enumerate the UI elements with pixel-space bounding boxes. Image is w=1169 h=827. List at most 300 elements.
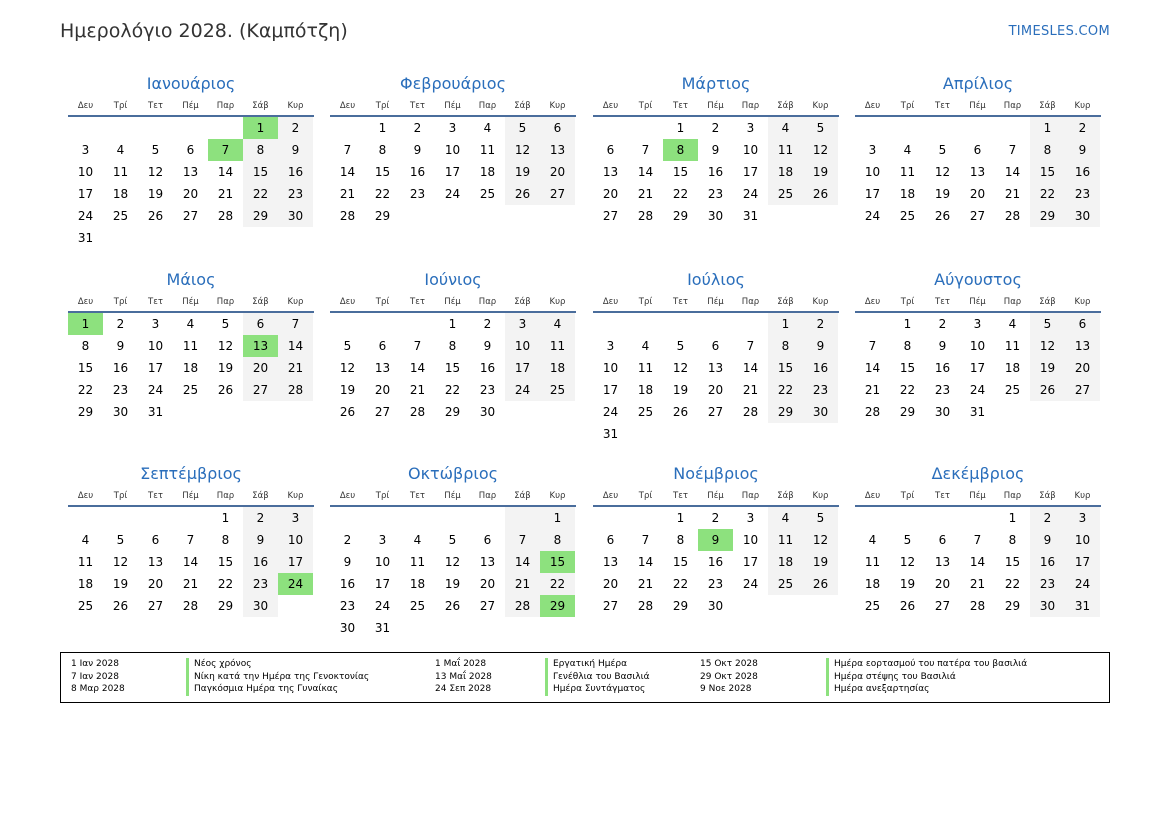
empty-cell [330, 507, 365, 529]
day-cell: 23 [112, 383, 129, 397]
day-cell: 22 [540, 573, 575, 595]
empty-cell [663, 313, 698, 335]
month-calendar [855, 73, 1101, 227]
month-name: Αύγουστος [934, 270, 1022, 289]
weekday-header [593, 291, 839, 313]
day-cell: 22 [374, 187, 391, 201]
weekday-label: Δευ [77, 101, 94, 111]
day-cell: 9 [698, 529, 733, 551]
weekday-label: Σάβ [252, 297, 269, 307]
weekday-label: Κυρ [549, 101, 566, 111]
day-cell: 13 [602, 165, 619, 179]
day-cell: 6 [540, 117, 575, 139]
empty-cell [173, 507, 208, 529]
day-cell: 25 [1004, 383, 1021, 397]
day-cell: 29 [672, 599, 689, 613]
day-cell: 23 [707, 187, 724, 201]
day-cell: 25 [637, 405, 654, 419]
weekday-label: Τρί [900, 101, 915, 111]
day-cell: 2 [938, 317, 947, 331]
day-cell: 1 [903, 317, 912, 331]
empty-cell [733, 313, 768, 335]
holiday-column-1 [71, 658, 369, 696]
day-cell: 3 [378, 533, 387, 547]
weekday-label: Σάβ [777, 491, 794, 501]
day-cell: 12 [899, 555, 916, 569]
day-cell: 23 [803, 379, 838, 401]
day-cell: 18 [112, 187, 129, 201]
day-cell: 24 [742, 187, 759, 201]
day-cell: 3 [868, 143, 877, 157]
day-cell: 10 [742, 533, 759, 547]
day-cell: 11 [864, 555, 881, 569]
day-cell: 26 [112, 599, 129, 613]
day-cell: 14 [217, 165, 234, 179]
day-cell: 17 [969, 361, 986, 375]
day-cell: 7 [1008, 143, 1017, 157]
holiday-row [71, 658, 369, 671]
month-name: Απρίλιος [942, 74, 1014, 93]
day-cell: 29 [77, 405, 94, 419]
day-cell: 1 [1030, 117, 1065, 139]
day-cell: 25 [864, 599, 881, 613]
day-cell: 9 [278, 139, 313, 161]
empty-cell [435, 617, 470, 639]
empty-cell [68, 117, 103, 139]
weekday-label: Τετ [673, 297, 688, 307]
day-cell: 26 [803, 573, 838, 595]
day-cell: 19 [112, 577, 129, 591]
day-grid [593, 507, 839, 617]
empty-cell [803, 595, 838, 617]
weekday-label: Δευ [77, 491, 94, 501]
holiday-name: Ημέρα Συντάγματος [545, 683, 645, 696]
day-cell: 12 [147, 165, 164, 179]
month-calendar [68, 463, 314, 617]
day-cell: 12 [505, 139, 540, 161]
day-cell: 19 [217, 361, 234, 375]
day-cell: 24 [444, 187, 461, 201]
holiday-date: 8 Μαρ 2028 [71, 684, 125, 694]
day-cell: 8 [663, 139, 698, 161]
empty-cell [593, 117, 628, 139]
day-cell: 25 [768, 183, 803, 205]
day-cell: 29 [1030, 205, 1065, 227]
weekday-label: Δευ [339, 491, 356, 501]
day-cell: 14 [1004, 165, 1021, 179]
day-cell: 18 [540, 357, 575, 379]
day-cell: 10 [742, 143, 759, 157]
weekday-label: Τετ [673, 491, 688, 501]
month-calendar [330, 463, 576, 639]
empty-cell [138, 117, 173, 139]
day-cell: 15 [1030, 161, 1065, 183]
holiday-name: Γενέθλια του Βασιλιά [545, 671, 650, 684]
day-cell: 13 [147, 555, 164, 569]
weekday-label: Κυρ [812, 101, 829, 111]
day-cell: 11 [409, 555, 426, 569]
day-cell: 25 [540, 379, 575, 401]
day-cell: 26 [505, 183, 540, 205]
holiday-date: 7 Ιαν 2028 [71, 671, 119, 682]
empty-cell [803, 423, 838, 445]
day-cell: 23 [1065, 183, 1100, 205]
day-cell: 19 [505, 161, 540, 183]
day-cell: 12 [803, 139, 838, 161]
weekday-label: Κυρ [287, 101, 304, 111]
weekday-label: Τρί [375, 297, 390, 307]
empty-cell [400, 617, 435, 639]
empty-cell [435, 205, 470, 227]
day-cell: 31 [602, 427, 619, 441]
day-cell: 8 [768, 335, 803, 357]
day-cell: 13 [374, 361, 391, 375]
day-cell: 30 [1030, 595, 1065, 617]
day-cell: 15 [672, 165, 689, 179]
day-cell: 10 [1065, 529, 1100, 551]
holiday-column-2 [435, 658, 650, 696]
day-cell: 29 [540, 595, 575, 617]
weekday-label: Παρ [1003, 491, 1022, 501]
weekday-label: Τρί [900, 491, 915, 501]
day-cell: 12 [217, 339, 234, 353]
weekday-label: Πέμ [707, 491, 724, 501]
holiday-date: 9 Νοε 2028 [700, 684, 752, 694]
day-cell: 26 [934, 209, 951, 223]
day-cell: 14 [278, 335, 313, 357]
holiday-row [700, 658, 1027, 671]
day-cell: 22 [672, 187, 689, 201]
day-cell: 7 [868, 339, 877, 353]
day-cell: 1 [221, 511, 230, 525]
month-calendar [593, 73, 839, 227]
empty-cell [400, 205, 435, 227]
day-cell: 16 [339, 577, 356, 591]
holiday-row [71, 671, 369, 684]
holiday-legend [60, 652, 1110, 703]
day-cell: 21 [278, 357, 313, 379]
day-cell: 21 [217, 187, 234, 201]
day-cell: 9 [1030, 529, 1065, 551]
day-cell: 30 [479, 405, 496, 419]
weekday-label: Δευ [864, 297, 881, 307]
weekday-header [68, 291, 314, 313]
day-cell: 21 [505, 573, 540, 595]
empty-cell [855, 507, 890, 529]
day-cell: 14 [637, 555, 654, 569]
day-cell: 15 [374, 165, 391, 179]
day-cell: 16 [803, 357, 838, 379]
month-name: Μάιος [166, 270, 216, 289]
weekday-label: Παρ [478, 297, 497, 307]
day-cell: 13 [1065, 335, 1100, 357]
weekday-label: Τρί [113, 491, 128, 501]
day-cell: 12 [1030, 335, 1065, 357]
day-cell: 20 [602, 187, 619, 201]
day-cell: 6 [606, 143, 615, 157]
empty-cell [925, 507, 960, 529]
day-cell: 20 [243, 357, 278, 379]
day-cell: 26 [339, 405, 356, 419]
weekday-header [593, 485, 839, 507]
day-cell: 1 [676, 511, 685, 525]
weekday-label: Παρ [478, 101, 497, 111]
day-cell: 12 [444, 555, 461, 569]
day-cell: 30 [243, 595, 278, 617]
day-cell: 15 [899, 361, 916, 375]
day-cell: 8 [1008, 533, 1017, 547]
day-cell: 8 [81, 339, 90, 353]
day-cell: 5 [343, 339, 352, 353]
day-cell: 27 [374, 405, 391, 419]
day-cell: 20 [374, 383, 391, 397]
empty-cell [173, 227, 208, 249]
weekday-label: Κυρ [1074, 297, 1091, 307]
day-cell: 29 [374, 209, 391, 223]
weekday-label: Σάβ [514, 101, 531, 111]
day-cell: 4 [186, 317, 195, 331]
empty-cell [435, 507, 470, 529]
holiday-row [435, 671, 650, 684]
day-cell: 2 [413, 121, 422, 135]
day-cell: 13 [182, 165, 199, 179]
empty-cell [628, 117, 663, 139]
day-cell: 16 [409, 165, 426, 179]
day-cell: 19 [934, 187, 951, 201]
day-cell: 11 [182, 339, 199, 353]
day-cell: 15 [768, 357, 803, 379]
day-cell: 14 [969, 555, 986, 569]
day-cell: 2 [483, 317, 492, 331]
empty-cell [173, 401, 208, 423]
empty-cell [103, 117, 138, 139]
day-cell: 18 [637, 383, 654, 397]
day-grid [330, 507, 576, 639]
day-cell: 7 [413, 339, 422, 353]
weekday-label: Σάβ [514, 297, 531, 307]
day-cell: 29 [217, 599, 234, 613]
day-cell: 18 [768, 551, 803, 573]
day-cell: 27 [147, 599, 164, 613]
day-cell: 31 [742, 209, 759, 223]
day-cell: 14 [182, 555, 199, 569]
day-cell: 2 [803, 313, 838, 335]
day-cell: 9 [483, 339, 492, 353]
day-cell: 8 [221, 533, 230, 547]
day-cell: 22 [899, 383, 916, 397]
day-cell: 14 [339, 165, 356, 179]
weekday-label: Πέμ [444, 491, 461, 501]
day-cell: 5 [151, 143, 160, 157]
holiday-row [435, 658, 650, 671]
empty-cell [103, 507, 138, 529]
weekday-label: Σάβ [252, 101, 269, 111]
day-cell: 21 [409, 383, 426, 397]
day-cell: 12 [339, 361, 356, 375]
day-cell: 22 [217, 577, 234, 591]
month-name: Μάρτιος [681, 74, 751, 93]
empty-cell [243, 401, 278, 423]
empty-cell [733, 595, 768, 617]
day-cell: 1 [68, 313, 103, 335]
weekday-label: Τετ [410, 491, 425, 501]
empty-cell [330, 313, 365, 335]
day-cell: 25 [899, 209, 916, 223]
day-cell: 24 [374, 599, 391, 613]
weekday-label: Κυρ [287, 297, 304, 307]
day-cell: 16 [278, 161, 313, 183]
day-cell: 23 [339, 599, 356, 613]
day-grid [68, 117, 314, 249]
day-cell: 7 [505, 529, 540, 551]
day-cell: 12 [803, 529, 838, 551]
day-cell: 31 [1065, 595, 1100, 617]
day-cell: 9 [938, 339, 947, 353]
month-calendar [855, 269, 1101, 423]
day-cell: 1 [1008, 511, 1017, 525]
empty-cell [68, 507, 103, 529]
day-cell: 17 [864, 187, 881, 201]
day-cell: 25 [182, 383, 199, 397]
day-cell: 6 [1065, 313, 1100, 335]
day-cell: 22 [672, 577, 689, 591]
holiday-row [700, 671, 1027, 684]
day-cell: 18 [768, 161, 803, 183]
weekday-label: Σάβ [1039, 101, 1056, 111]
day-cell: 3 [746, 511, 755, 525]
day-cell: 5 [903, 533, 912, 547]
holiday-row [71, 683, 369, 696]
day-cell: 28 [409, 405, 426, 419]
day-cell: 10 [374, 555, 391, 569]
month-name: Ιούνιος [424, 270, 482, 289]
holiday-name: Εργατική Ημέρα [545, 658, 627, 671]
day-cell: 13 [479, 555, 496, 569]
holiday-name: Ημέρα στέψης του Βασιλιά [826, 671, 956, 684]
day-cell: 6 [378, 339, 387, 353]
day-cell: 25 [409, 599, 426, 613]
day-cell: 3 [448, 121, 457, 135]
weekday-label: Σάβ [514, 491, 531, 501]
empty-cell [698, 423, 733, 445]
day-cell: 30 [339, 621, 356, 635]
empty-cell [890, 507, 925, 529]
day-cell: 9 [343, 555, 352, 569]
day-cell: 10 [864, 165, 881, 179]
day-cell: 28 [278, 379, 313, 401]
weekday-label: Κυρ [549, 491, 566, 501]
holiday-date: 24 Σεπ 2028 [435, 684, 492, 694]
day-cell: 16 [934, 361, 951, 375]
day-cell: 21 [1004, 187, 1021, 201]
holiday-row [700, 683, 1027, 696]
weekday-label: Παρ [741, 297, 760, 307]
day-cell: 3 [606, 339, 615, 353]
weekday-label: Τρί [638, 491, 653, 501]
day-cell: 13 [540, 139, 575, 161]
day-cell: 11 [479, 143, 496, 157]
day-cell: 3 [151, 317, 160, 331]
day-cell: 1 [243, 117, 278, 139]
weekday-label: Σάβ [777, 297, 794, 307]
day-cell: 18 [864, 577, 881, 591]
weekday-label: Τρί [375, 101, 390, 111]
holiday-date: 13 Μαΐ 2028 [435, 671, 492, 682]
day-cell: 14 [864, 361, 881, 375]
day-cell: 21 [969, 577, 986, 591]
weekday-label: Παρ [741, 101, 760, 111]
day-cell: 24 [742, 577, 759, 591]
day-cell: 16 [243, 551, 278, 573]
weekday-label: Πέμ [444, 101, 461, 111]
day-cell: 13 [969, 165, 986, 179]
weekday-label: Πέμ [969, 101, 986, 111]
weekday-label: Παρ [216, 297, 235, 307]
weekday-label: Σάβ [252, 491, 269, 501]
day-cell: 17 [77, 187, 94, 201]
weekday-label: Δευ [864, 491, 881, 501]
day-cell: 29 [444, 405, 461, 419]
empty-cell [540, 205, 575, 227]
empty-cell [855, 313, 890, 335]
day-cell: 31 [147, 405, 164, 419]
month-calendar [593, 463, 839, 617]
day-cell: 9 [803, 335, 838, 357]
weekday-label: Δευ [602, 491, 619, 501]
day-cell: 2 [1065, 117, 1100, 139]
day-cell: 11 [768, 139, 803, 161]
day-cell: 11 [637, 361, 654, 375]
day-cell: 27 [602, 599, 619, 613]
weekday-label: Τρί [113, 101, 128, 111]
weekday-header [330, 485, 576, 507]
day-cell: 28 [864, 405, 881, 419]
day-cell: 14 [742, 361, 759, 375]
empty-cell [278, 595, 313, 617]
day-cell: 2 [1030, 507, 1065, 529]
day-cell: 20 [1065, 357, 1100, 379]
holiday-date: 29 Οκτ 2028 [700, 671, 758, 682]
month-calendar [68, 269, 314, 423]
day-cell: 10 [77, 165, 94, 179]
day-cell: 2 [278, 117, 313, 139]
day-cell: 15 [243, 161, 278, 183]
day-cell: 19 [444, 577, 461, 591]
day-cell: 17 [444, 165, 461, 179]
day-grid [68, 313, 314, 423]
day-cell: 20 [479, 577, 496, 591]
day-cell: 22 [1004, 577, 1021, 591]
weekday-label: Τετ [935, 491, 950, 501]
empty-cell [925, 117, 960, 139]
day-cell: 4 [868, 533, 877, 547]
day-cell: 21 [339, 187, 356, 201]
weekday-label: Κυρ [287, 491, 304, 501]
brand-link[interactable]: TIMESLES.COM [1008, 24, 1110, 39]
day-cell: 1 [676, 121, 685, 135]
day-cell: 13 [934, 555, 951, 569]
empty-cell [593, 507, 628, 529]
weekday-label: Πέμ [969, 491, 986, 501]
weekday-header [855, 485, 1101, 507]
day-cell: 30 [278, 205, 313, 227]
day-cell: 8 [540, 529, 575, 551]
weekday-label: Τετ [148, 101, 163, 111]
empty-cell [803, 205, 838, 227]
day-cell: 3 [746, 121, 755, 135]
weekday-label: Κυρ [549, 297, 566, 307]
empty-cell [505, 507, 540, 529]
